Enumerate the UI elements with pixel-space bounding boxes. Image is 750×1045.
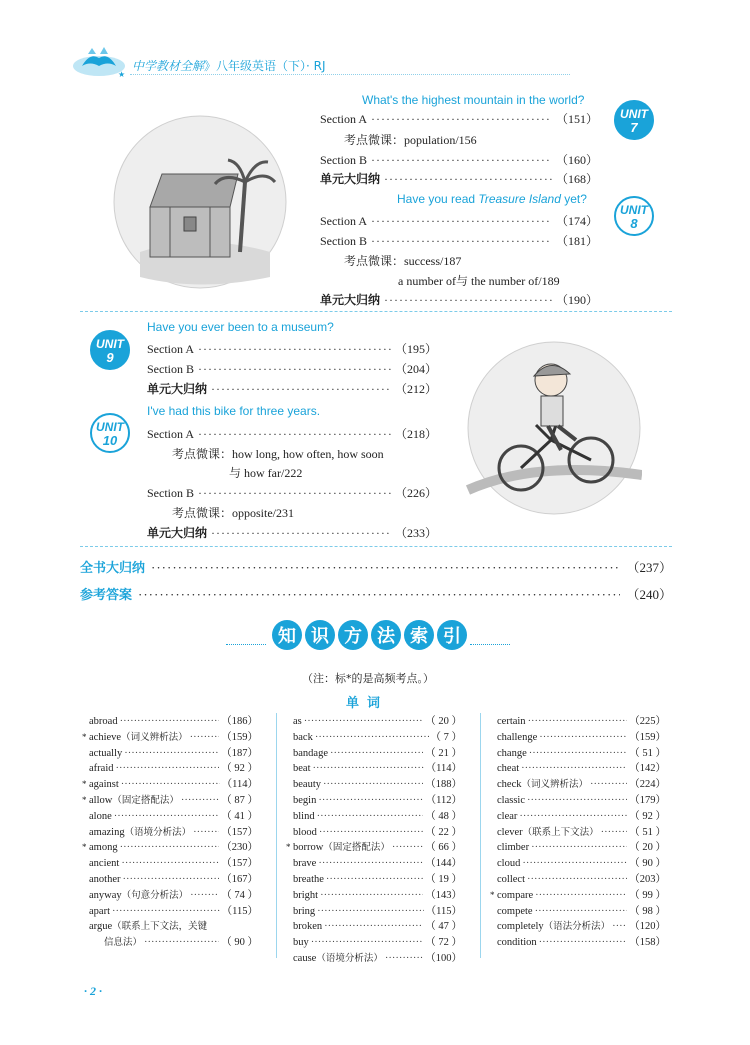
page-ref: （ 51 ） bbox=[629, 747, 666, 759]
method-note: （词义辨析法） bbox=[521, 779, 588, 791]
book-summary-row[interactable]: 全书大归纳 ····· （237） bbox=[80, 557, 672, 576]
column-rule bbox=[480, 713, 481, 958]
unit8-note-2: a number of与 the number of/189 bbox=[398, 274, 560, 288]
heading-line-right bbox=[470, 644, 510, 645]
index-word: brave bbox=[293, 858, 317, 870]
star-mark: * bbox=[82, 779, 87, 790]
index-word: cause bbox=[293, 952, 317, 964]
heading-line-left bbox=[226, 644, 266, 645]
star-mark: * bbox=[82, 842, 87, 853]
index-word: borrow bbox=[293, 842, 324, 854]
page-ref: （ 92 ） bbox=[221, 763, 258, 775]
index-entry[interactable] bbox=[490, 808, 666, 824]
page-ref: （224） bbox=[629, 779, 666, 791]
leader-dots bbox=[539, 937, 628, 948]
page-ref: （ 7 ） bbox=[430, 731, 462, 743]
index-entry[interactable] bbox=[286, 729, 462, 745]
page-ref: （ 21 ） bbox=[425, 747, 462, 759]
unit10-note-2: 与 how far/222 bbox=[229, 466, 303, 480]
leader-dots bbox=[323, 779, 423, 790]
leader-dots bbox=[121, 858, 219, 869]
index-heading: 知 识 方 法 索 引 bbox=[272, 620, 467, 656]
unit10-badge: UNIT 10 bbox=[90, 413, 130, 453]
index-word: back bbox=[293, 731, 313, 743]
page-ref: （142） bbox=[629, 763, 666, 775]
index-entry[interactable] bbox=[286, 950, 462, 966]
leader-dots bbox=[112, 906, 220, 917]
index-entry[interactable] bbox=[286, 824, 462, 840]
leader-dots bbox=[612, 921, 627, 932]
page-ref: （ 47 ） bbox=[425, 921, 462, 933]
leader-dots bbox=[120, 842, 220, 853]
index-entry[interactable] bbox=[286, 776, 462, 792]
leader-dots bbox=[529, 748, 628, 759]
page-ref: （ 90 ） bbox=[629, 858, 666, 870]
index-word: broken bbox=[293, 921, 323, 933]
index-word: clear bbox=[497, 810, 518, 822]
index-word: apart bbox=[89, 905, 110, 917]
unit8-note: 考点微课：success/187 bbox=[344, 254, 462, 268]
index-entry[interactable] bbox=[82, 808, 258, 824]
star-mark: * bbox=[286, 842, 291, 853]
unit10-note: 考点微课：how long, how often, how soon bbox=[172, 447, 384, 461]
index-word: alone bbox=[89, 810, 112, 822]
index-entry[interactable] bbox=[82, 918, 258, 934]
index-entry[interactable] bbox=[286, 760, 462, 776]
unit8-badge: UNIT 8 bbox=[614, 196, 654, 236]
unit7-note: 考点微课：population/156 bbox=[344, 133, 477, 147]
index-word: beat bbox=[293, 763, 311, 775]
method-note: （词义辨析法） bbox=[121, 731, 188, 743]
leader-dots bbox=[193, 827, 219, 838]
leader-dots bbox=[320, 890, 423, 901]
index-entry[interactable] bbox=[82, 855, 258, 871]
index-word: begin bbox=[293, 794, 317, 806]
index-entry[interactable] bbox=[82, 792, 258, 808]
column-rule bbox=[276, 713, 277, 958]
leader-dots bbox=[311, 937, 424, 948]
leader-dots bbox=[535, 906, 628, 917]
index-entry[interactable] bbox=[490, 855, 666, 871]
page-ref: （120） bbox=[629, 921, 666, 933]
index-word: condition bbox=[497, 937, 537, 949]
page-ref: （112） bbox=[425, 794, 462, 806]
page-ref: （188） bbox=[425, 779, 462, 791]
leader-dots bbox=[392, 842, 423, 853]
index-word: buy bbox=[293, 937, 309, 949]
leader-dots bbox=[317, 906, 423, 917]
page-ref: （ 66 ） bbox=[425, 842, 462, 854]
leader-dots bbox=[120, 716, 220, 727]
index-column-3 bbox=[490, 713, 666, 950]
unit7-section-a[interactable]: Section A ····· （151） bbox=[320, 110, 598, 127]
unit10-section-a[interactable]: Section A ····· （218） bbox=[147, 425, 437, 442]
leader-dots bbox=[539, 732, 627, 743]
star-mark: * bbox=[490, 889, 495, 900]
leader-dots bbox=[304, 716, 424, 727]
treasure-chest-illustration bbox=[110, 112, 290, 292]
unit8-title: Have you read Treasure Island yet? bbox=[397, 192, 587, 206]
header-rule bbox=[130, 74, 570, 75]
index-word: bandage bbox=[293, 747, 328, 759]
unit9-badge: UNIT 9 bbox=[90, 330, 130, 370]
index-entry[interactable] bbox=[490, 824, 666, 840]
index-column-1 bbox=[82, 713, 258, 950]
leader-dots bbox=[121, 779, 220, 790]
index-entry[interactable] bbox=[490, 934, 666, 950]
leader-dots bbox=[317, 811, 424, 822]
index-entry[interactable] bbox=[82, 776, 258, 792]
page-ref: （ 74 ） bbox=[221, 889, 258, 901]
leader-dots bbox=[385, 953, 423, 964]
method-note: （固定搭配法） bbox=[112, 794, 179, 806]
index-word: blood bbox=[293, 826, 317, 838]
unit8-summary[interactable]: 单元大归纳 ····· （190） bbox=[320, 291, 598, 308]
index-entry[interactable] bbox=[286, 871, 462, 887]
index-word: abroad bbox=[89, 716, 118, 727]
header-title: 中学教材全解》八年级英语（下）· RJ bbox=[132, 59, 326, 73]
page-ref: （114） bbox=[221, 779, 258, 791]
unit9-summary[interactable]: 单元大归纳 ····· （212） bbox=[147, 380, 437, 397]
index-entry[interactable] bbox=[490, 776, 666, 792]
page-number: · 2 · bbox=[84, 984, 102, 998]
index-entry[interactable] bbox=[490, 871, 666, 887]
index-word: argue bbox=[89, 921, 113, 933]
index-entry[interactable] bbox=[286, 903, 462, 919]
index-column-2 bbox=[286, 713, 462, 966]
page-ref: （186） bbox=[221, 716, 258, 727]
index-entry[interactable] bbox=[286, 745, 462, 761]
method-note: （语法分析法） bbox=[543, 921, 611, 933]
svg-text:★: ★ bbox=[118, 70, 126, 79]
leader-dots bbox=[124, 748, 219, 759]
index-entry[interactable] bbox=[490, 713, 666, 729]
index-word: against bbox=[89, 779, 119, 791]
page-ref: （ 20 ） bbox=[425, 716, 462, 727]
index-word: cheat bbox=[497, 763, 520, 775]
index-entry[interactable] bbox=[82, 903, 258, 919]
method-note: （固定搭配法） bbox=[323, 842, 390, 854]
unit7-title: What's the highest mountain in the world? bbox=[362, 93, 585, 107]
page-ref: （159） bbox=[629, 731, 666, 743]
page-ref: （ 22 ） bbox=[425, 826, 462, 838]
index-entry[interactable] bbox=[490, 839, 666, 855]
leader-dots bbox=[318, 795, 423, 806]
index-entry[interactable] bbox=[286, 713, 462, 729]
page-ref: （ 20 ） bbox=[629, 842, 666, 854]
unit7-section-b[interactable]: Section B ····· （160） bbox=[320, 151, 598, 168]
leader-dots bbox=[535, 890, 627, 901]
index-entry[interactable] bbox=[82, 760, 258, 776]
index-entry[interactable] bbox=[490, 729, 666, 745]
leader-dots bbox=[601, 827, 628, 838]
index-word: challenge bbox=[497, 731, 538, 743]
index-entry[interactable] bbox=[286, 839, 462, 855]
unit9-section-a[interactable]: Section A ····· （195） bbox=[147, 340, 437, 357]
page-ref: （143） bbox=[425, 889, 462, 901]
page-ref: （144） bbox=[425, 858, 462, 870]
unit10-summary[interactable]: 单元大归纳 ····· （233） bbox=[147, 524, 437, 541]
leader-dots bbox=[326, 874, 423, 885]
index-word: compare bbox=[497, 889, 534, 901]
index-entry[interactable] bbox=[82, 887, 258, 903]
index-entry[interactable] bbox=[286, 918, 462, 934]
page-ref: （ 98 ） bbox=[629, 905, 666, 917]
unit8-section-a[interactable]: Section A ····· （174） bbox=[320, 212, 598, 229]
page-ref: （ 90 ） bbox=[221, 937, 258, 949]
page-ref: （ 87 ） bbox=[221, 794, 258, 806]
leader-dots bbox=[522, 858, 627, 869]
page-ref: （167） bbox=[221, 873, 258, 885]
page-ref: （100） bbox=[425, 952, 462, 964]
leader-dots bbox=[190, 890, 219, 901]
index-word: completely bbox=[497, 921, 544, 933]
index-entry[interactable] bbox=[286, 855, 462, 871]
index-entry[interactable] bbox=[490, 887, 666, 903]
index-word: among bbox=[89, 842, 118, 854]
index-word: check bbox=[497, 779, 522, 791]
index-note: （注：标*的是高频考点。） bbox=[302, 672, 434, 685]
unit9-section-b[interactable]: Section B ····· （204） bbox=[147, 360, 437, 377]
unit10-section-b[interactable]: Section B ····· （226） bbox=[147, 484, 437, 501]
page-ref: （203） bbox=[629, 873, 666, 885]
page-ref: （157） bbox=[221, 826, 258, 838]
star-mark: * bbox=[82, 794, 87, 805]
index-entry[interactable] bbox=[286, 934, 462, 950]
index-word: classic bbox=[497, 794, 525, 806]
star-mark: * bbox=[82, 731, 87, 742]
method-note: （语境分析法） bbox=[124, 826, 192, 838]
leader-dots bbox=[318, 858, 423, 869]
index-entry[interactable] bbox=[490, 792, 666, 808]
index-entry[interactable] bbox=[82, 824, 258, 840]
page-ref: （187） bbox=[221, 747, 258, 759]
page-ref: （225） bbox=[629, 716, 666, 727]
index-entry[interactable] bbox=[82, 934, 258, 950]
leader-dots bbox=[190, 732, 220, 743]
unit9-title: Have you ever been to a museum? bbox=[147, 320, 334, 334]
leader-dots bbox=[181, 795, 219, 806]
index-word: blind bbox=[293, 810, 315, 822]
index-word: anyway bbox=[89, 889, 122, 901]
index-entry[interactable] bbox=[82, 729, 258, 745]
page-ref: （159） bbox=[221, 731, 258, 743]
index-word: as bbox=[293, 716, 302, 727]
index-word: beauty bbox=[293, 779, 321, 791]
leader-dots bbox=[519, 811, 627, 822]
page-ref: （114） bbox=[425, 763, 462, 775]
index-word: actually bbox=[89, 747, 123, 759]
index-entry[interactable] bbox=[490, 745, 666, 761]
leader-dots bbox=[324, 921, 423, 932]
index-entry[interactable] bbox=[82, 871, 258, 887]
leader-dots bbox=[527, 795, 627, 806]
index-word: allow bbox=[89, 794, 113, 806]
leader-dots bbox=[144, 937, 219, 948]
index-word: change bbox=[497, 747, 527, 759]
page-ref: （ 92 ） bbox=[629, 810, 666, 822]
index-word: compete bbox=[497, 905, 533, 917]
method-note: 信息法） bbox=[104, 937, 143, 949]
divider-2 bbox=[80, 546, 672, 547]
index-word: bright bbox=[293, 889, 319, 901]
index-word: cloud bbox=[497, 858, 521, 870]
method-note: （联系上下文法，关键 bbox=[112, 921, 208, 933]
boy-on-bike-illustration bbox=[466, 340, 642, 516]
unit7-badge: UNIT 7 bbox=[614, 100, 654, 140]
page-ref: （230） bbox=[221, 842, 258, 854]
index-subheading: 单词 bbox=[346, 696, 389, 711]
page-ref: （158） bbox=[629, 937, 666, 949]
answer-key-row[interactable]: 参考答案 ····· （240） bbox=[80, 584, 672, 603]
page-ref: （157） bbox=[221, 858, 258, 870]
index-word: another bbox=[89, 873, 121, 885]
unit8-section-b[interactable]: Section B ····· （181） bbox=[320, 232, 598, 249]
index-entry[interactable] bbox=[490, 760, 666, 776]
index-word: certain bbox=[497, 716, 526, 727]
leader-dots bbox=[590, 779, 627, 790]
divider bbox=[80, 311, 672, 312]
unit10-title: I've had this bike for three years. bbox=[147, 404, 321, 418]
unit10-note-3: 考点微课：opposite/231 bbox=[172, 506, 294, 520]
index-word: breathe bbox=[293, 873, 324, 885]
book-logo-icon bbox=[70, 44, 128, 80]
method-note: （联系上下文法） bbox=[522, 826, 599, 838]
method-note: （语境分析法） bbox=[316, 952, 383, 964]
leader-dots bbox=[528, 716, 628, 727]
page-ref: （ 99 ） bbox=[629, 889, 666, 901]
index-entry[interactable] bbox=[82, 713, 258, 729]
page-ref: （ 48 ） bbox=[425, 810, 462, 822]
index-entry[interactable] bbox=[286, 808, 462, 824]
leader-dots bbox=[319, 827, 423, 838]
method-note: （句意分析法） bbox=[121, 889, 189, 901]
leader-dots bbox=[527, 874, 627, 885]
page-ref: （115） bbox=[425, 905, 462, 917]
leader-dots bbox=[531, 842, 627, 853]
index-entry[interactable] bbox=[286, 792, 462, 808]
index-word: clever bbox=[497, 826, 523, 838]
index-entry[interactable] bbox=[82, 839, 258, 855]
page-ref: （ 19 ） bbox=[425, 873, 462, 885]
index-word: climber bbox=[497, 842, 530, 854]
index-word: collect bbox=[497, 873, 525, 885]
index-word: achieve bbox=[89, 731, 122, 743]
leader-dots bbox=[114, 811, 220, 822]
index-entry[interactable] bbox=[490, 918, 666, 934]
leader-dots bbox=[521, 763, 627, 774]
leader-dots bbox=[115, 763, 219, 774]
index-entry[interactable] bbox=[82, 745, 258, 761]
page-ref: （ 41 ） bbox=[221, 810, 258, 822]
leader-dots bbox=[315, 732, 429, 743]
index-entry[interactable] bbox=[490, 903, 666, 919]
index-word: bring bbox=[293, 905, 316, 917]
page-ref: （ 51 ） bbox=[629, 826, 666, 838]
index-word: ancient bbox=[89, 858, 120, 870]
page-ref: （179） bbox=[629, 794, 666, 806]
leader-dots bbox=[313, 763, 424, 774]
leader-dots bbox=[330, 748, 423, 759]
unit7-summary[interactable]: 单元大归纳 ····· （168） bbox=[320, 170, 598, 187]
index-entry[interactable] bbox=[286, 887, 462, 903]
index-word: afraid bbox=[89, 763, 114, 775]
page-ref: （ 72 ） bbox=[425, 937, 462, 949]
page-ref: （115） bbox=[221, 905, 258, 917]
index-word: amazing bbox=[89, 826, 125, 838]
leader-dots bbox=[123, 874, 220, 885]
